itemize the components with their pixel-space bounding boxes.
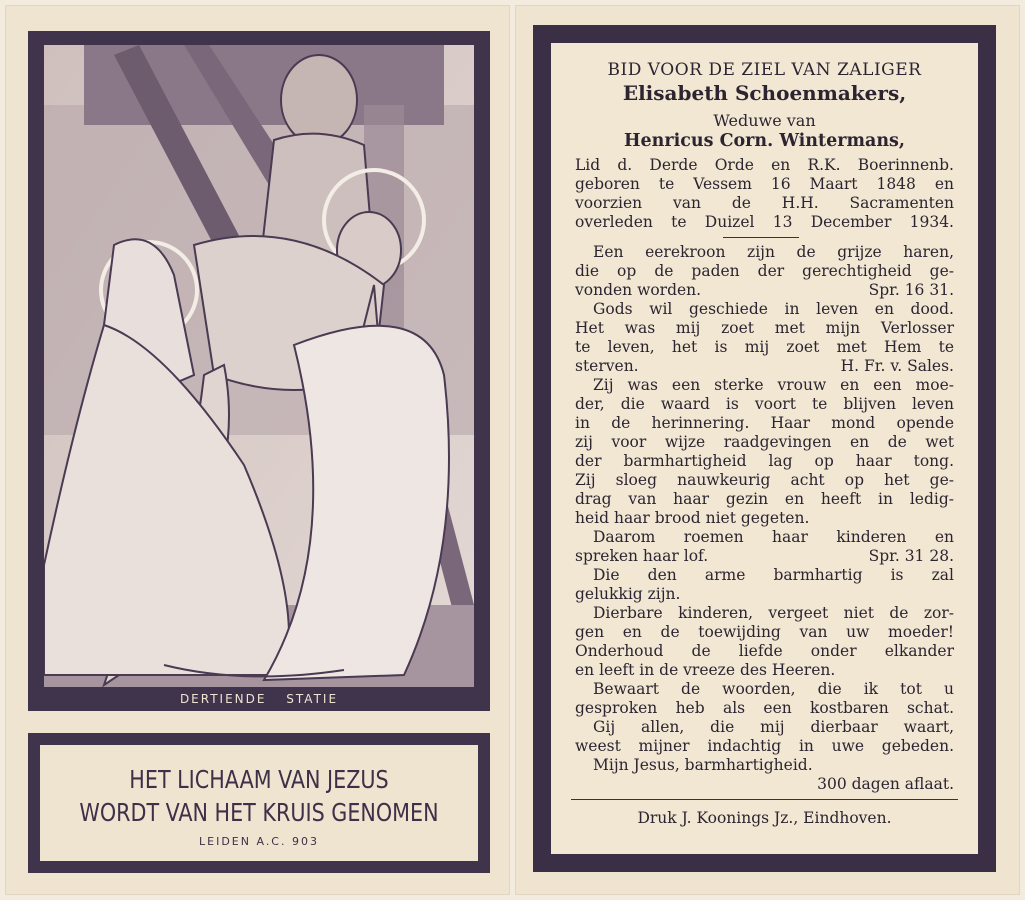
station-caption: DERTIENDE STATIE	[179, 692, 339, 706]
verse-line: weest mijner indachtig in uwe gebeden.	[575, 737, 954, 755]
verse-line: Die den arme barmhartig is zal	[593, 566, 954, 584]
publisher-ref: LEIDEN A.C. 903	[199, 835, 319, 848]
verse-line: gen en de toewijding van uw moeder!	[575, 623, 954, 641]
holy-card-back	[516, 6, 1019, 894]
verse-line: Dierbare kinderen, vergeet niet de zor-	[593, 604, 954, 622]
verse-line: Een eerekroon zijn de grijze haren,	[593, 243, 954, 261]
verse-line: drag van haar gezin en heeft in ledig-	[575, 490, 954, 508]
verse-line-with-ref	[575, 357, 954, 376]
verse-line: Gods wil geschiede in leven en dood.	[593, 300, 954, 318]
verse-line: Mijn Jesus, barmhartigheid.	[593, 756, 813, 774]
verse-line: zij voor wijze raadgevingen en de wet	[575, 433, 954, 451]
verse-line: heid haar brood niet gegeten.	[575, 509, 810, 527]
verse-line: Daarom roemen haar kinderen en	[593, 528, 954, 546]
picture-frame	[28, 31, 490, 711]
short-divider	[723, 237, 799, 238]
verse-text: spreken haar lof.	[575, 547, 709, 565]
verse-line: Zij sloeg nauwkeurig acht op het ge-	[575, 471, 954, 489]
widow-of-label: Weduwe van	[713, 111, 816, 130]
indulgence-note: 300 dagen aflaat.	[817, 775, 954, 793]
scripture-ref: Spr. 31 28.	[868, 547, 954, 565]
verse-line: der, die waard is voort te blijven leven	[575, 395, 954, 413]
verse-line: en leeft in de vreeze des Heeren.	[575, 661, 836, 679]
memorial-text	[551, 43, 978, 854]
text-frame	[533, 25, 996, 872]
verse-line: gesproken heb als een kostbaren schat.	[575, 699, 954, 717]
bio-line: Lid d. Derde Orde en R.K. Boerinnenb.	[575, 156, 954, 174]
verse-line: Het was mij zoet met mijn Verlosser	[575, 319, 954, 337]
verse-line: te leven, het is mij zoet met Hem te	[575, 338, 954, 356]
husband-name: Henricus Corn. Wintermans,	[624, 131, 905, 151]
title-line-2: WORDT VAN HET KRUIS GENOMEN	[79, 798, 439, 827]
station-illustration	[44, 45, 474, 687]
verse-line: Bewaart de woorden, die ik tot u	[593, 680, 954, 698]
bio-line: geboren te Vessem 16 Maart 1848 en	[575, 175, 954, 193]
bio-line: voorzien van de H.H. Sacramenten	[575, 194, 954, 212]
verse-line: gelukkig zijn.	[575, 585, 681, 603]
printer-credit: Druk J. Koonings Jz., Eindhoven.	[637, 809, 892, 827]
scripture-ref: Spr. 16 31.	[868, 281, 954, 299]
verse-text: sterven.	[575, 357, 639, 375]
deceased-name: Elisabeth Schoenmakers,	[622, 81, 907, 105]
bio-line: overleden te Duizel 13 December 1934.	[575, 213, 954, 231]
prayer-heading: BID VOOR DE ZIEL VAN ZALIGER	[607, 60, 922, 80]
verse-line: Zij was een sterke vrouw en een moe-	[593, 376, 954, 394]
deposition-illustration	[44, 45, 474, 687]
verse-line: in de herinnering. Haar mond opende	[575, 414, 954, 432]
verse-line-with-ref	[575, 547, 954, 566]
verse-line-with-ref	[575, 281, 954, 300]
holy-card-front	[6, 6, 509, 894]
verse-line: die op de paden der gerechtigheid ge-	[575, 262, 954, 280]
verse-line: Gij allen, die mij dierbaar waart,	[593, 718, 954, 736]
title-line-1: HET LICHAAM VAN JEZUS	[129, 765, 389, 794]
quote-attribution: H. Fr. v. Sales.	[840, 357, 954, 375]
verse-line: Onderhoud de liefde onder elkander	[575, 642, 954, 660]
verse-line: der barmhartigheid lag op haar tong.	[575, 452, 954, 470]
title-box	[40, 745, 478, 861]
verse-text: vonden worden.	[575, 281, 702, 299]
title-frame	[28, 733, 490, 873]
bottom-divider	[571, 799, 958, 800]
